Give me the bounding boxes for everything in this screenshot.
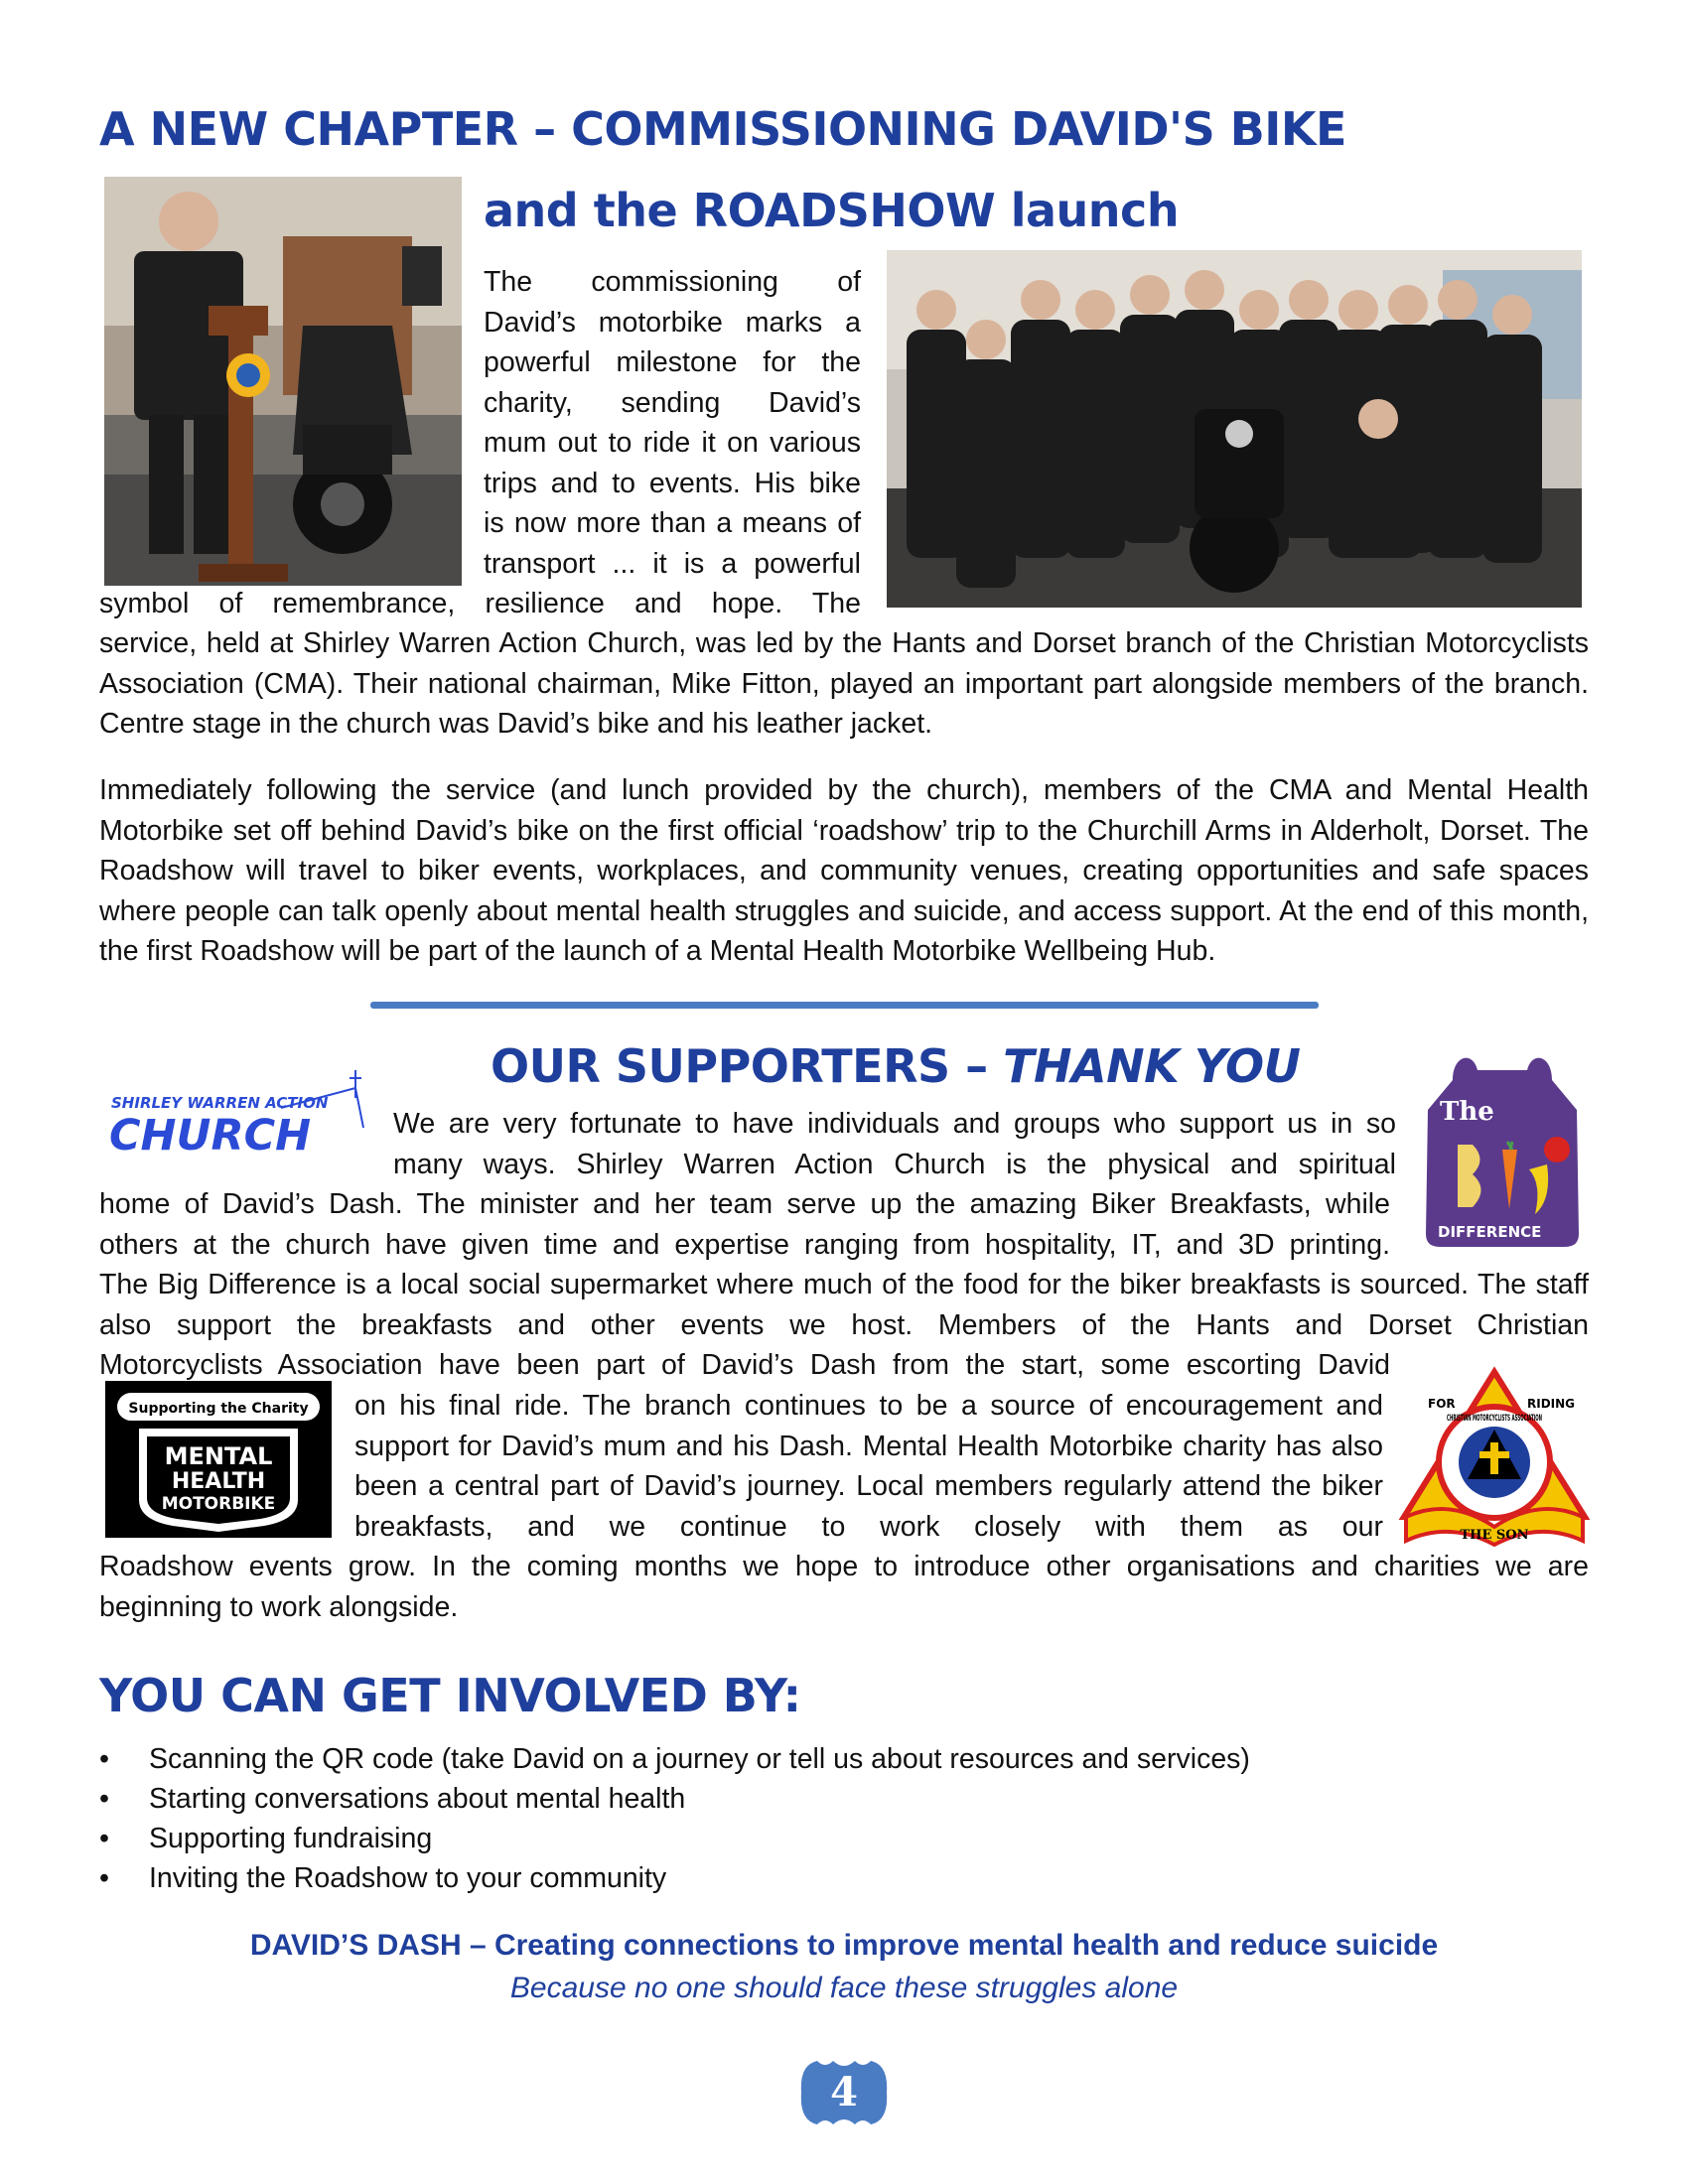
photo-group-with-bike [887,250,1582,608]
supporters-text-d: Motorcyclists Association have been part of David’s Dash from the start, some escorting David [99,1349,1390,1381]
page-number: 4 [830,2069,858,2116]
cma-logo-left-text: FOR [1428,1397,1456,1411]
involved-list [99,1739,1589,1898]
article-intro-column [484,262,861,584]
intro-line: charity, sending David’s [484,386,861,419]
supporters-title-emphasis: THANK YOU [1003,1039,1301,1093]
section-divider [370,1002,1319,1009]
cma-logo-ring-text: CHRISTIAN MOTORCYCLISTS ASSOCIATION [1447,1414,1542,1424]
article-title-line1: A NEW CHAPTER – COMMISSIONING DAVID'S BIKE [99,102,1346,156]
mhm-logo-top-text: Supporting the Charity [128,1401,309,1417]
photo-speaker-at-lectern [104,177,462,586]
intro-line: trips and to events. His bike [484,467,861,499]
intro-line: transport ... it is a powerful [484,547,861,580]
supporters-line: home of David’s Dash. The minister and her team serve up the amazing Biker Breakfasts, while [99,1188,1390,1220]
list-item: • Inviting the Roadshow to your community [99,1858,1589,1898]
supporters-text-c: The Big Difference is a local social supermarket where much of the food for the biker breakfasts is sourced. The staff also support the breakfasts and other events we host. Members of the Hants and Dorset Christian [99,1269,1589,1341]
church-logo-top-text: SHIRLEY WARREN ACTION [111,1094,329,1112]
list-item: • Supporting fundraising [99,1819,1589,1858]
intro-line: symbol of remembrance, resilience and hope. The [99,588,861,619]
intro-line: David’s motorbike marks a [484,306,861,339]
big-difference-bottom-text: DIFFERENCE [1438,1223,1542,1241]
supporters-title-main: OUR SUPPORTERS – [491,1039,1004,1093]
supporters-line: many ways. Shirley Warren Action Church is the physical and spiritual [393,1148,1396,1180]
article-paragraph-1: service, held at Shirley Warren Action Church, was led by the Hants and Dorset branch of the Christian Motorcyclists Association (CMA). Their national chairman, Mike Fitton, played an important part alongside members of the branch. Centre stage in the church was David’s bike and his leather jacket. [99,627,1589,740]
intro-line: is now more than a means of [484,507,861,539]
big-difference-the-text: The [1440,1097,1494,1127]
footer-slogan: DAVID’S DASH – Creating connections to improve mental health and reduce suicide [249,1929,1439,1962]
mental-health-motorbike-logo [105,1381,332,1538]
article-paragraph-2: Immediately following the service (and lunch provided by the church), members of the CMA and Mental Health Motorbike set off behind David’s bike on the first official ‘roadshow’ trip to the Churchill Arms in Alderholt, Dorset. The Roadshow will travel to biker events, workplaces, and community venues, creating opportunities and safe spaces where people can talk openly about mental health struggles and suicide, and access support. At the end of this month, the first Roadshow will be part of the launch of a Mental Health Motorbike Wellbeing Hub. [99,774,1589,967]
supporters-line: We are very fortunate to have individuals and groups who support us in so [393,1108,1396,1140]
page-number-badge [797,2059,891,2126]
article-title-line2: and the ROADSHOW launch [484,184,1180,237]
church-logo-main-text: CHURCH [109,1111,312,1160]
mhm-logo-line2: HEALTH [171,1469,266,1494]
intro-line: powerful milestone for the [484,346,861,378]
cma-logo [1400,1368,1589,1547]
supporters-title [491,1038,1300,1094]
mhm-logo-line1: MENTAL [164,1442,273,1470]
intro-line: The commissioning of [484,266,861,298]
involved-title: YOU CAN GET INVOLVED BY: [99,1669,801,1722]
supporters-text-f: Roadshow events grow. In the coming months we hope to introduce other organisations and charities we are beginning to work alongside. [99,1551,1589,1623]
church-logo [107,1068,367,1158]
big-difference-logo [1418,1050,1587,1249]
mhm-logo-line3: MOTORBIKE [161,1494,276,1514]
supporters-text-b [99,1184,1390,1265]
intro-line: mum out to ride it on various [484,427,861,459]
footer-subtitle: Because no one should face these struggles alone [509,1972,1179,2004]
cma-logo-bottom-text: THE SON [1460,1528,1529,1543]
cma-logo-right-text: RIDING [1527,1397,1576,1411]
list-item: • Scanning the QR code (take David on a journey or tell us about resources and services) [99,1739,1589,1779]
list-item: • Starting conversations about mental health [99,1779,1589,1819]
supporters-line: others at the church have given time and expertise ranging from hospitality, IT, and 3D printing. [99,1228,1390,1261]
supporters-text-a [393,1104,1396,1184]
supporters-text-e: on his final ride. The branch continues to be a source of encouragement and support for David’s mum and his Dash. Mental Health Motorbike charity has also been a central part of David’s journey. Local members regularly attend the biker breakfasts, and we continue to work closely with them as our [354,1390,1383,1543]
